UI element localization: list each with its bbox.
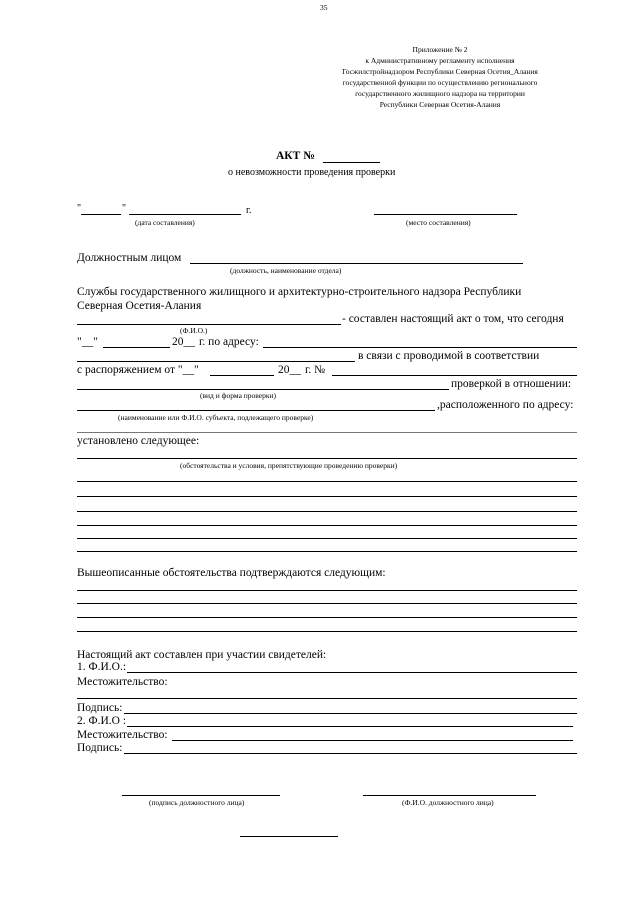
year-suffix: г.	[246, 205, 252, 216]
witness-2-signature-field[interactable]	[124, 753, 577, 754]
confirmed-text: Вышеописанные обстоятельства подтверждаются следующим:	[77, 567, 386, 579]
date-quote: "__"	[77, 336, 98, 348]
official-caption: (должность, наименование отдела)	[230, 266, 342, 275]
fio-caption: (Ф.И.О.)	[180, 326, 208, 335]
place-field[interactable]	[374, 214, 517, 215]
circumstances-line[interactable]	[77, 551, 577, 552]
fio-field[interactable]	[77, 324, 341, 325]
witness-2-residence-field[interactable]	[172, 740, 573, 741]
official-label: Должностным лицом	[77, 252, 182, 264]
evidence-line[interactable]	[77, 603, 577, 604]
appendix-line: Госжилстройнадзором Республики Северная Осетия_Алания	[342, 67, 538, 76]
date-quote-open: "	[77, 203, 82, 214]
witness-2-fio-label: 2. Ф.И.О :	[77, 715, 127, 727]
subject-caption: (наименование или Ф.И.О. субъекта, подлежащего проверке)	[118, 413, 314, 422]
circumstances-line[interactable]	[77, 538, 577, 539]
month-field-2[interactable]	[103, 347, 170, 348]
date-quote-close: "	[122, 203, 127, 214]
appendix-line: Приложение № 2	[412, 45, 468, 54]
witness-1-signature-field[interactable]	[124, 713, 577, 714]
act-number-field[interactable]	[323, 162, 380, 163]
appendix-line: Республики Северная Осетия-Алания	[379, 100, 501, 109]
day-field[interactable]	[81, 214, 121, 215]
year-20b: 20__	[278, 364, 301, 376]
official-fio-caption: (Ф.И.О. должностного лица)	[402, 798, 494, 807]
evidence-line[interactable]	[77, 617, 577, 618]
circumstances-line[interactable]	[77, 481, 577, 482]
witness-2-fio-field[interactable]	[127, 726, 573, 727]
subject-field[interactable]	[77, 410, 435, 411]
date-caption: (дата составления)	[135, 218, 195, 227]
witness-1-fio-field[interactable]	[127, 672, 577, 673]
in-connection-text: в связи с проводимой в соответствии	[358, 350, 540, 362]
act-subtitle: о невозможности проведения проверки	[228, 167, 396, 178]
circumstances-caption: (обстоятельства и условия, препятствующие проведению проверки)	[180, 461, 398, 470]
located-at-text: ,расположенного по адресу:	[437, 399, 574, 411]
circumstances-line[interactable]	[77, 511, 577, 512]
evidence-line[interactable]	[77, 631, 577, 632]
appendix-line: государственного жилищного надзора на территории	[355, 89, 525, 98]
at-address-text: г. по адресу:	[199, 336, 259, 348]
month-field[interactable]	[129, 214, 241, 215]
composed-text: - составлен настоящий акт о том, что сегодня	[342, 313, 564, 325]
witness-1-residence-label: Местожительство:	[77, 676, 168, 688]
witness-2-residence-label: Местожительство:	[77, 729, 168, 741]
official-signature-caption: (подпись должностного лица)	[149, 798, 245, 807]
service-line-2: Северная Осетия-Алания	[77, 300, 202, 312]
appendix-line: к Административному регламенту исполнения	[365, 56, 515, 65]
subject-address-field[interactable]	[77, 432, 577, 433]
witness-1-fio-label: 1. Ф.И.О.:	[77, 661, 127, 673]
act-title: АКТ №	[276, 150, 315, 162]
witness-1-residence-field[interactable]	[77, 698, 577, 699]
order-number-field[interactable]	[332, 375, 577, 376]
circumstances-line[interactable]	[77, 525, 577, 526]
page-number: 35	[320, 3, 328, 12]
with-order-text: с распоряжением от "__"	[77, 364, 199, 376]
circumstances-line[interactable]	[77, 458, 577, 459]
order-number-label: г. №	[305, 364, 326, 376]
official-fio-field[interactable]	[363, 795, 536, 796]
place-caption: (место составления)	[406, 218, 471, 227]
official-field[interactable]	[190, 263, 523, 264]
inspection-regarding-text: проверкой в отношении:	[451, 378, 572, 390]
bottom-line[interactable]	[240, 836, 338, 837]
witness-2-signature-label: Подпись:	[77, 742, 123, 754]
witnesses-intro: Настоящий акт составлен при участии свидетелей:	[77, 649, 327, 661]
appendix-line: государственной функции по осуществлению регионального	[342, 78, 538, 87]
year-20: 20__	[172, 336, 195, 348]
official-signature-field[interactable]	[122, 795, 280, 796]
order-month-field[interactable]	[210, 375, 274, 376]
address-field[interactable]	[263, 347, 577, 348]
service-line-1: Службы государственного жилищного и архитектурно-строительного надзора Республики	[77, 286, 522, 298]
inspection-type-field[interactable]	[77, 389, 449, 390]
circumstances-line[interactable]	[77, 496, 577, 497]
established-text: установлено следующее:	[77, 435, 200, 447]
evidence-line[interactable]	[77, 590, 577, 591]
witness-1-signature-label: Подпись:	[77, 702, 123, 714]
inspection-caption: (вид и форма проверки)	[200, 391, 277, 400]
address-field-cont[interactable]	[77, 361, 355, 362]
